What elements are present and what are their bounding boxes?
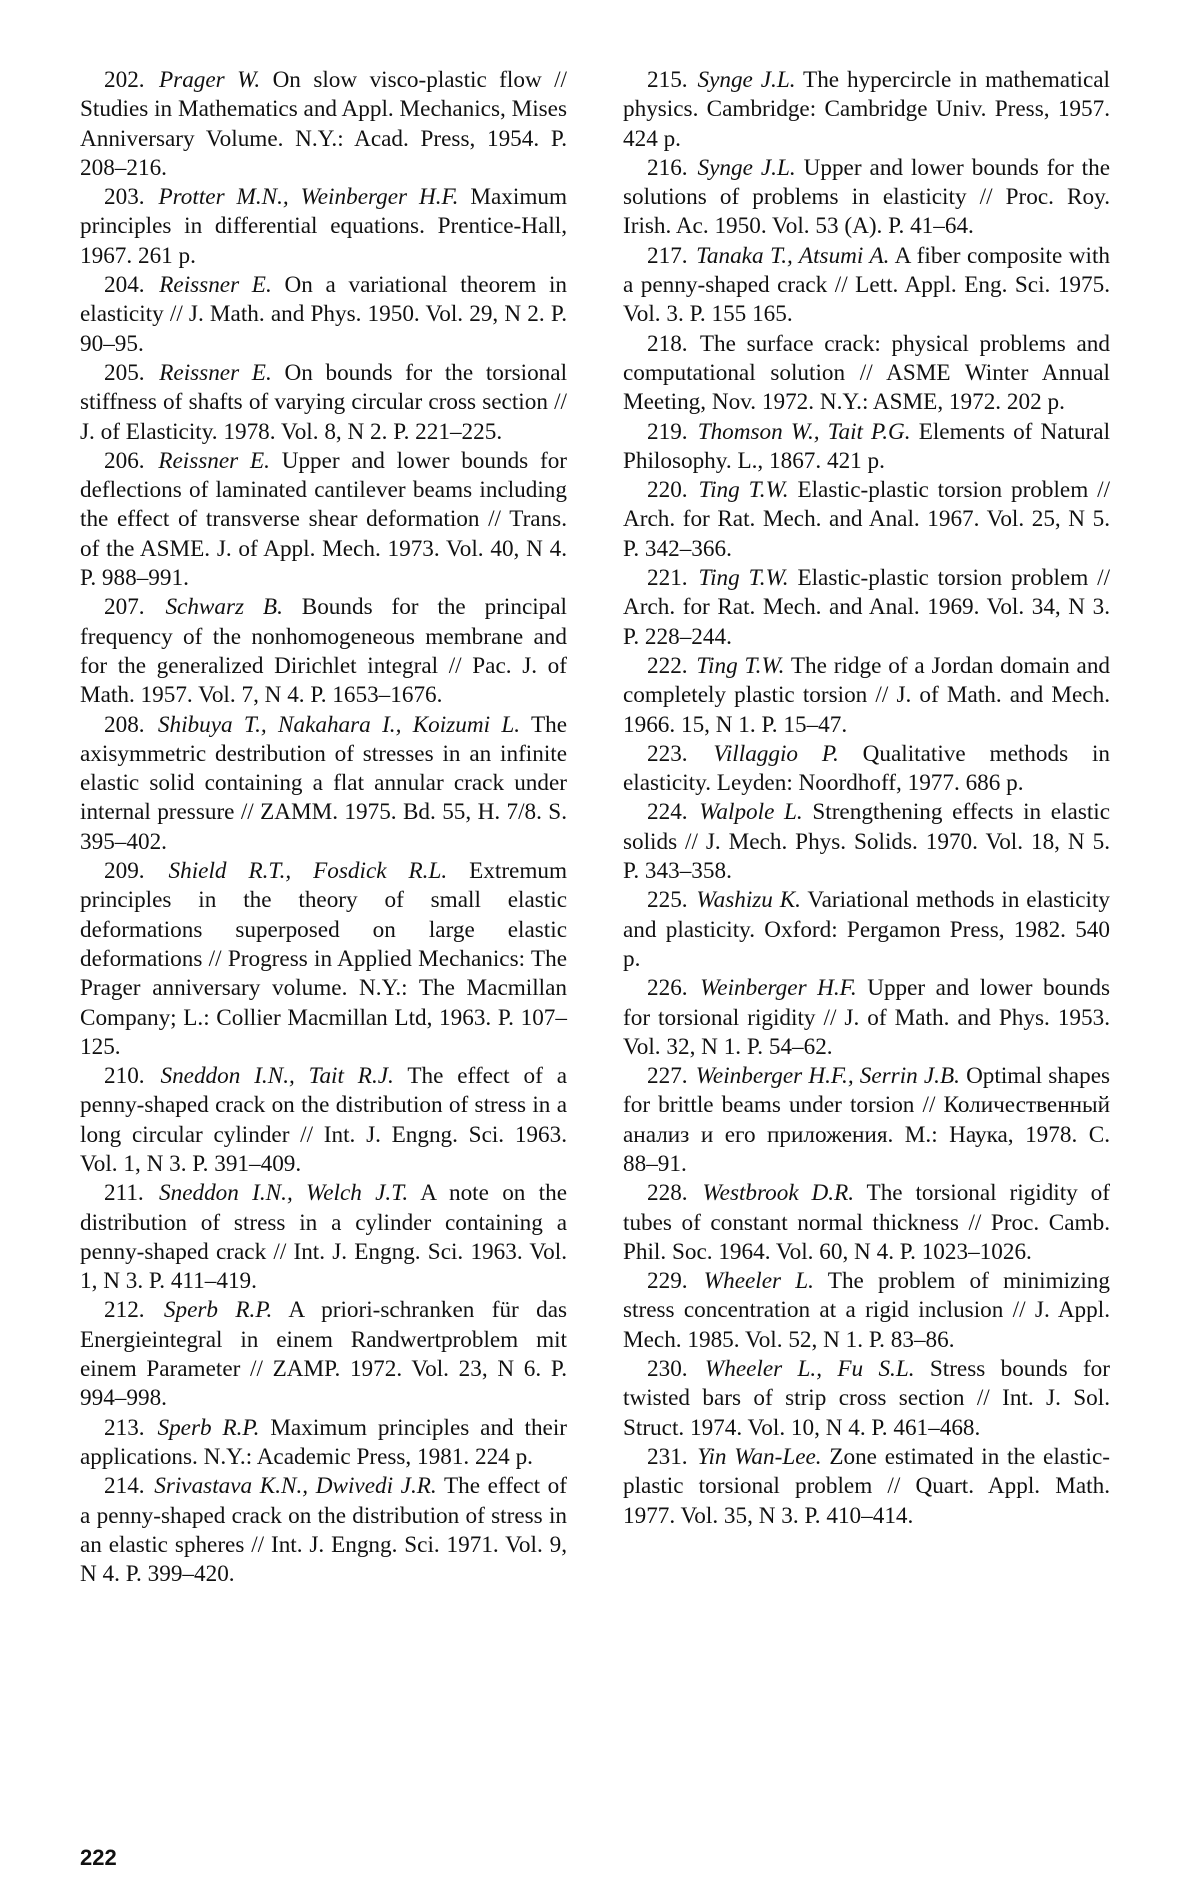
reference-text: The surface crack: physical problems and computational solution // ASME Winter Annual Meeting, Nov. 1972. N.Y.: ASME, 1972. 202 p. (623, 330, 1110, 416)
reference-entry (623, 330, 1110, 418)
reference-authors: Tanaka T., Atsumi A. (696, 242, 890, 269)
reference-number: 210. (104, 1063, 145, 1090)
reference-authors: Reissner E. (159, 272, 272, 299)
reference-number: 214. (104, 1473, 145, 1500)
reference-text: A fiber composite with a penny-shaped crack // Lett. Appl. Eng. Sci. 1975. Vol. 3. P. 155 165. (623, 242, 1111, 328)
reference-text: Variational methods in elasticity and plasticity. Oxford: Pergamon Press, 1982. 540 p. (623, 887, 1110, 972)
reference-authors: Ting T.W. (696, 652, 785, 679)
reference-number: 215. (647, 67, 688, 93)
reference-authors: Sneddon I.N., Welch J.T. (159, 1180, 409, 1207)
reference-entry (80, 271, 567, 359)
reference-entry (623, 652, 1110, 740)
reference-authors: Reissner E. (158, 447, 270, 474)
reference-entry (80, 183, 567, 271)
reference-entry (80, 1179, 567, 1296)
reference-authors: Shield R.T., Fosdick R.L. (168, 858, 448, 885)
reference-number: 225. (647, 887, 688, 914)
reference-number: 208. (104, 711, 145, 738)
reference-entry (623, 564, 1110, 652)
reference-entry (80, 1296, 567, 1413)
reference-number: 230. (647, 1356, 688, 1383)
reference-entry (80, 593, 567, 710)
reference-text: Qualitative methods in elasticity. Leyden: Noordhoff, 1977. 686 p. (623, 740, 1110, 797)
reference-entry (623, 974, 1110, 1062)
reference-entry (80, 1414, 567, 1473)
reference-number: 224. (647, 799, 688, 826)
reference-number: 221. (647, 565, 688, 592)
reference-authors: Synge J.L. (697, 154, 796, 181)
reference-text: Upper and lower bounds for torsional rigidity // J. of Math. and Phys. 1953. Vol. 32, N 1. P. 54–62. (623, 975, 1111, 1060)
reference-text: Upper and lower bounds for the solutions of problems in elasticity // Proc. Roy. Irish. Ac. 1950. Vol. 53 (A). P. 41–64. (623, 154, 1111, 240)
reference-authors: Ting T.W. (698, 477, 789, 504)
reference-entry (80, 857, 567, 1062)
reference-number: 212. (104, 1297, 145, 1324)
reference-text: On bounds for the torsional stiffness of shafts of varying circular cross section // J. of Elasticity. 1978. Vol. 8, N 2. P. 221–225. (80, 359, 568, 445)
reference-number: 216. (647, 154, 688, 181)
reference-authors: Ting T.W. (698, 565, 789, 592)
reference-text: The effect of a penny-shaped crack on the distribution of stress in a long circular cylinder // Int. J. Engng. Sci. 1963. Vol. 1, N 3. P. 391–409. (80, 1063, 567, 1177)
reference-number: 217. (647, 242, 688, 269)
reference-entry (623, 476, 1110, 564)
references-right-column (623, 66, 1110, 1531)
reference-entry (623, 798, 1110, 886)
reference-entry (80, 1062, 567, 1179)
reference-number: 223. (647, 740, 688, 767)
reference-entry (80, 711, 567, 857)
reference-number: 222. (647, 652, 688, 679)
reference-number: 231. (647, 1443, 688, 1470)
reference-authors: Protter M.N., Weinberger H.F. (158, 184, 459, 211)
reference-text: On a variational theorem in elasticity // J. Math. and Phys. 1950. Vol. 29, N 2. P. 90–95. (80, 272, 567, 357)
reference-text: Upper and lower bounds for deflections of laminated cantilever beams including the effect of transverse shear deformation // Trans. of the ASME. J. of Appl. Mech. 1973. Vol. 40, N 4. P. 988–991. (80, 447, 568, 592)
reference-text: The axisymmetric destribution of stresses in an infinite elastic solid containing a flat annular crack under internal pressure // ZAMM. 1975. Bd. 55, H. 7/8. S. 395–402. (80, 711, 567, 855)
reference-text: The ridge of a Jordan domain and completely plastic torsion // J. of Math. and Mech. 1966. 15, N 1. P. 15–47. (623, 652, 1111, 738)
reference-entry (623, 1443, 1110, 1531)
reference-entry (623, 1179, 1110, 1267)
reference-text: On slow visco-plastic flow // Studies in Mathematics and Appl. Mechanics, Mises Anniversary Volume. N.Y.: Acad. Press, 1954. P. 208–216. (80, 67, 568, 181)
reference-text: The problem of minimizing stress concentration at a rigid inclusion // J. Appl. Mech. 1985. Vol. 52, N 1. P. 83–86. (623, 1268, 1110, 1353)
reference-number: 203. (104, 184, 145, 211)
reference-number: 220. (647, 477, 688, 504)
reference-authors: Walpole L. (699, 799, 803, 826)
reference-number: 206. (104, 447, 145, 474)
reference-number: 209. (104, 858, 145, 885)
reference-number: 229. (647, 1268, 688, 1295)
reference-authors: Sneddon I.N., Tait R.J. (160, 1063, 394, 1090)
reference-authors: Sperb R.P. (163, 1297, 273, 1324)
reference-text: Maximum principles in differential equations. Prentice-Hall, 1967. 261 p. (80, 184, 567, 269)
reference-text: The hypercircle in mathematical physics. Cambridge: Cambridge Univ. Press, 1957. 424 p. (623, 67, 1110, 152)
reference-entry (80, 66, 567, 183)
reference-authors: Sperb R.P. (157, 1414, 260, 1441)
reference-number: 218. (647, 330, 688, 357)
reference-authors: Synge J.L. (697, 67, 796, 93)
reference-authors: Yin Wan-Lee. (697, 1443, 822, 1470)
reference-number: 205. (104, 359, 145, 386)
reference-number: 202. (104, 67, 145, 93)
reference-text: Zone estimated in the elastic-plastic torsional problem // Quart. Appl. Math. 1977. Vol. 35, N 3. P. 410–414. (623, 1443, 1111, 1529)
reference-text: Maximum principles and their applications. N.Y.: Academic Press, 1981. 224 p. (80, 1414, 568, 1470)
reference-entry (623, 1267, 1110, 1355)
reference-number: 226. (647, 975, 688, 1002)
reference-authors: Villaggio P. (713, 740, 839, 767)
reference-text: Elements of Natural Philosophy. L., 1867. 421 p. (623, 418, 1111, 474)
reference-authors: Prager W. (159, 67, 261, 93)
reference-text: Bounds for the principal frequency of the nonhomogeneous membrane and for the generalized Dirichlet integral // Pac. J. of Math. 1957. Vol. 7, N 4. P. 1653–1676. (80, 594, 568, 709)
reference-entry (80, 359, 567, 447)
reference-text: The effect of a penny-shaped crack on the distribution of stress in an elastic spheres // Int. J. Engng. Sci. 1971. Vol. 9, N 4. P. 399–420. (80, 1473, 567, 1588)
reference-number: 227. (647, 1063, 688, 1090)
references-left-column (80, 66, 567, 1589)
reference-text: Elastic-plastic torsion problem // Arch. for Rat. Mech. and Anal. 1967. Vol. 25, N 5. P. 342–366. (623, 477, 1111, 562)
reference-authors: Wheeler L., Fu S.L. (704, 1356, 915, 1383)
reference-text: Extremum principles in the theory of small elastic deformations superposed on large elastic deformations // Progress in Applied Mechanics: The Prager anniversary volume. N.Y.: The Macmillan Company; L.: Collier Macmillan Ltd, 1963. P. 107–125. (80, 858, 568, 1060)
reference-authors: Weinberger H.F., Serrin J.B. (695, 1063, 960, 1090)
reference-authors: Reissner E. (159, 359, 272, 386)
reference-text: A priori-schranken für das Energieintegral in einem Randwertproblem mit einem Parameter // ZAMP. 1972. Vol. 23, N 6. P. 994–998. (80, 1297, 568, 1412)
page-number: 222 (80, 1845, 117, 1870)
reference-entry (623, 418, 1110, 477)
reference-number: 213. (104, 1414, 145, 1441)
reference-text: Elastic-plastic torsion problem // Arch. for Rat. Mech. and Anal. 1969. Vol. 34, N 3. P. 228–244. (623, 565, 1111, 650)
reference-entry (623, 886, 1110, 974)
reference-authors: Washizu K. (696, 887, 801, 914)
reference-authors: Weinberger H.F. (700, 975, 857, 1002)
reference-text: The torsional rigidity of tubes of constant normal thickness // Proc. Camb. Phil. Soc. 1964. Vol. 60, N 4. P. 1023–1026. (623, 1180, 1110, 1265)
reference-number: 211. (104, 1180, 144, 1207)
reference-entry (80, 1472, 567, 1589)
reference-authors: Thomson W., Tait P.G. (697, 418, 911, 445)
reference-entry (623, 66, 1110, 154)
reference-text: Stress bounds for twisted bars of strip cross section // Int. J. Sol. Struct. 1974. Vol. 10, N 4. P. 461–468. (623, 1356, 1110, 1441)
reference-entry (80, 447, 567, 593)
reference-number: 228. (647, 1180, 688, 1207)
reference-entry (623, 154, 1110, 242)
reference-entry (623, 740, 1110, 799)
reference-entry (623, 1062, 1110, 1179)
reference-authors: Srivastava K.N., Dwivedi J.R. (154, 1473, 437, 1500)
reference-entry (623, 242, 1110, 330)
reference-text: A note on the distribution of stress in a cylinder containing a penny-shaped crack // Int. J. Engng. Sci. 1963. Vol. 1, N 3. P. 411–419. (80, 1180, 567, 1295)
reference-text: Strengthening effects in elastic solids // J. Mech. Phys. Solids. 1970. Vol. 18, N 5. P. 343–358. (623, 799, 1111, 885)
reference-authors: Shibuya T., Nakahara I., Koizumi L. (157, 711, 521, 738)
reference-entry (623, 1355, 1110, 1443)
reference-authors: Schwarz B. (165, 594, 283, 621)
reference-authors: Wheeler L. (703, 1268, 814, 1295)
reference-text: Optimal shapes for brittle beams under torsion // Количественный анализ и его приложения. М.: Наука, 1978. С. 88–91. (623, 1063, 1111, 1177)
reference-number: 204. (104, 272, 145, 299)
reference-number: 207. (104, 594, 145, 621)
reference-authors: Westbrook D.R. (702, 1180, 855, 1207)
reference-number: 219. (647, 418, 688, 445)
